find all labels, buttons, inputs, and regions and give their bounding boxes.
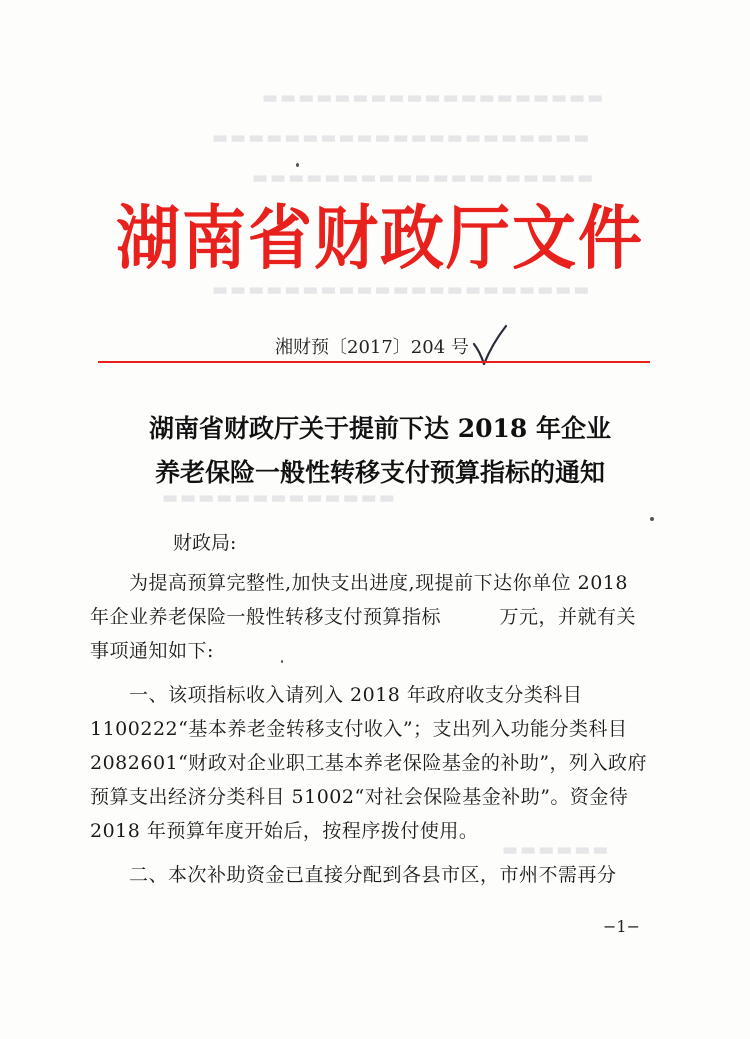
scan-speck — [281, 660, 283, 663]
notice-title-line-2: 养老保险一般性转移支付预算指标的通知 — [154, 458, 605, 487]
page-number: −1− — [603, 917, 640, 936]
paragraph-intro — [90, 566, 650, 668]
paragraph-line: 年企业养老保险一般性转移支付预算指标 万元，并就有关 — [90, 606, 637, 628]
addressee: 财政局: — [173, 532, 237, 554]
paragraph-line: 1100222“基本养老金转移支付收入”；支出列入功能分类科目 — [90, 718, 628, 740]
paragraph-item-1 — [90, 678, 650, 848]
paragraph-line: 2082601“财政对企业职工基本养老保险基金的补助”，列入政府 — [90, 752, 648, 774]
bleed-through-line: ▬▬▬▬▬▬▬▬▬▬▬▬▬▬▬▬▬▬▬▬▬ — [210, 128, 590, 148]
paragraph-item-2 — [90, 858, 650, 892]
notice-title — [100, 407, 660, 495]
scan-speck — [650, 517, 654, 521]
paragraph-line: 为提高预算完整性,加快支出进度,现提前下达你单位 2018 — [90, 572, 628, 594]
paragraph-line: 事项通知如下: — [90, 640, 214, 662]
bleed-through-line: ▬▬▬▬▬▬▬▬▬▬▬▬▬▬▬▬▬▬▬ — [260, 88, 604, 108]
notice-title-line-1: 湖南省财政厅关于提前下达 2018 年企业 — [149, 414, 611, 443]
paragraph-line: 2018 年预算年度开始后，按程序拨付使用。 — [90, 820, 479, 842]
header-red-rule — [98, 361, 650, 363]
handwritten-checkmark-icon — [470, 324, 510, 370]
scan-speck — [296, 163, 299, 167]
paragraph-line: 一、该项指标收入请列入 2018 年政府收支分类科目 — [90, 684, 583, 706]
paragraph-line: 预算支出经济分类科目 51002“对社会保险基金补助”。资金待 — [90, 786, 629, 808]
bleed-through-line: ▬▬▬▬▬▬ — [500, 840, 609, 860]
paragraph-line: 二、本次补助资金已直接分配到各县市区，市州不需再分 — [90, 864, 617, 886]
bleed-through-line: ▬▬▬▬▬▬▬▬▬▬▬▬▬▬▬▬▬▬▬ — [250, 168, 594, 188]
bleed-through-line: ▬▬▬▬▬▬▬▬▬▬▬▬▬▬▬▬▬▬▬▬▬ — [210, 280, 590, 300]
bleed-through-line: ▬▬▬▬▬▬▬▬▬▬▬▬▬ — [160, 488, 395, 508]
document-header-title: 湖南省财政厅文件 — [116, 199, 644, 280]
document-number: 湘财预〔2017〕204 号 — [275, 337, 469, 358]
